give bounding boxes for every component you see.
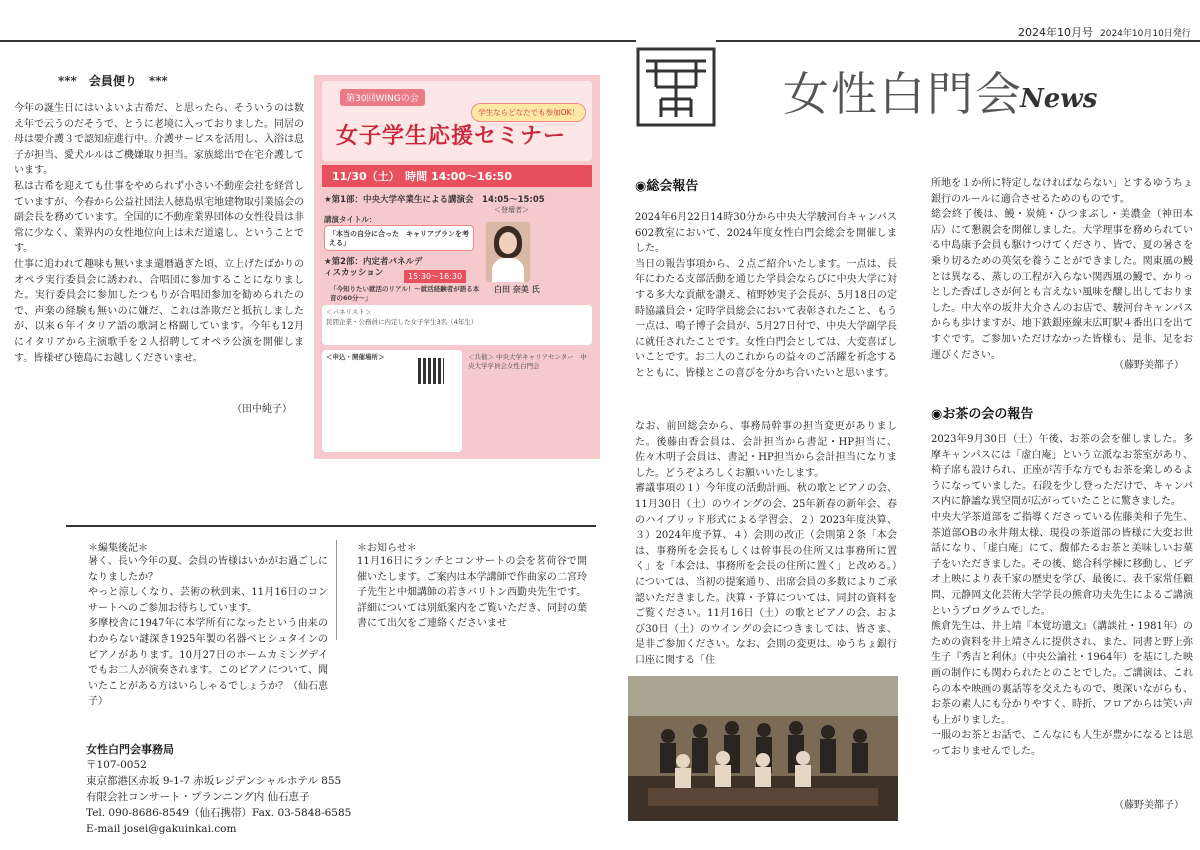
general-meeting-author: （藤野美都子） (1114, 360, 1184, 371)
member-news-author: （田中純子） (232, 404, 292, 415)
column-divider (336, 540, 337, 640)
notice-body: 11月16日にランチとコンサートの会を茗荷谷で開催いたします。ご案内は本学講師で作曲家の二宮玲子先生と中畑講師の若きバリトン西勤央先生です。 詳細については別紙案内をご覧いただき、同封の葉書にて出欠をご連絡くださいませ (357, 556, 587, 630)
office-tel: Tel. 090-8686-8549（仙石携帯）Fax. 03-5848-6585 (86, 807, 352, 819)
flyer-part2-time: 15:30～16:30 (404, 270, 466, 283)
tea-party-author: （藤野美都子） (1114, 800, 1184, 811)
tea-party-heading: ◉お茶の会の報告 (931, 407, 1034, 422)
office-postal: 〒107-0052 (86, 759, 147, 771)
editor-note-heading: ＊編集後記＊ (88, 543, 148, 554)
general-meeting-body3: 所地を１か所に特定しなければならない」とするゆうちょ銀行のルールに適合させるためのものです。 総会終了後は、鰻・炭焼・ひつまぶし・美濃金（神田本店）にて懇親会を開催しました。大学理事を務められている中島康予会員も駆けつけてくださり、皆で、夏の暑さを乗り切るための英気を養うことができました。関東風の鰻とは異なる、蒸しの工程が入らない関西風の鰻で、かりっとした香ばしさが何とも言えない風味を醸し出しておりました。中大卒の坂井大介さんのお店で、駿河台キャンパスからも歩けますが、地下鉄銀座線末広町駅４番出口を出てすぐです。ご参加いただけなかった皆様も、是非、足をお運びください。 (931, 178, 1193, 361)
editor-note-body: 暑く、長い今年の夏、会員の皆様はいかがお過ごしになりましたか？ やっと涼しくなり、芸術の秋到来、11月16日のコンサートへのご参加お待ちしています。 多摩校舎に1947年に本学所有になったという由来のわからない謎深き1925年製の名器ベヒシュタインのピアノがあります。10月27日のホームカミングデイでもお二人が演奏されます。このピアノについて、聞いたことがある方はいらしゃるでしょうか？（仙石恵子） (88, 556, 328, 708)
notice-heading: ＊お知らせ＊ (357, 543, 417, 554)
seminar-flyer (314, 75, 600, 459)
flyer-organizer: ＜共催＞ 中央大学キャリアセンター 中央大学学員会女性白門会 (468, 353, 587, 370)
flyer-speaker-label: ＜登壇者＞ (494, 206, 529, 214)
office-email[interactable]: E-mail josei@gakuinkai.com (86, 823, 237, 835)
qr-code-icon (418, 358, 444, 384)
member-news-heading: *** 会員便り *** (58, 74, 168, 88)
flyer-header (322, 81, 592, 161)
flyer-register: ＜申込・開催場所＞ (326, 353, 385, 361)
masthead-news: News (1020, 84, 1098, 114)
office-address: 東京都港区赤坂 9-1-7 赤坂レジデンシャルホテル 855 (86, 775, 342, 787)
flyer-panel-text: 民間企業・公務員に内定した女子学生3名（4年生） (326, 318, 478, 326)
flyer-lecture-box (324, 225, 474, 251)
flyer-speaker-name: 白田 奈美 氏 (494, 285, 540, 294)
group-photo (628, 676, 898, 821)
flyer-panel-box (322, 305, 592, 345)
office-name: 女性白門会事務局 (86, 743, 174, 756)
tea-party-body: 2023年9月30日（土）午後、お茶の会を催しました。多摩キャンパスには「虚白庵」という立派なお茶室があり、椅子席も設けられ、正座が苦手な方でもお茶を楽しめるようになっていました。石段を少し登っただけで、キャンパス内に静謐な異空間が広がっていたことに驚きました。 中央大学茶道部をご指導くださっている佐藤美和子先生、茶道部OBの永井翔太様、現役の茶道部の皆様に大変お世話になり、「虚白庵」にて、馥郁たるお茶と美味しいお菓子をいただきました。その後、総合科学棟に移動し、ビデオ上映により表千家の歴史を学び、最後に、表千家常任顧問、元静岡文化芸術大学学長の熊倉功夫先生によるご講演というプログラムでした。 熊倉先生は、井上靖『本覚坊遺文』（講談社・1981年）のための資料を井上靖さんに提供され、また、同書と野上弥生子『秀吉と利休』（中央公論社・1964年）を基にした映画の制作にも関わられたとのことでした。ご講演は、これらの本や映画の裏話等を交えたもので、奥深いながらも、お茶の素人にも分かりやすく、時折、フロアからは笑い声も上がりました。 一服のお茶とお話で、こんなにも人生が豊かになるとは思っておりませんでした。 (931, 434, 1193, 757)
flyer-title: 女子学生応援セミナー (336, 124, 567, 149)
flyer-part2: ★第2部：内定者パネルディスカッション (324, 257, 423, 278)
flyer-pill: 学生ならどなたでも参加OK！ (471, 103, 586, 122)
general-meeting-heading: ◉総会報告 (635, 179, 699, 194)
top-rule (0, 40, 636, 42)
flyer-part1: ★第1部：中央大学卒業生による講演会 14:05～15:05 (324, 195, 545, 205)
general-meeting-body2: なお、前回総会から、事務局幹事の担当変更がありました。後藤由香会員は、会計担当から書記・HP担当に、佐々木明子会員は、書記・HP担当から会計担当になりました。どうぞよろしくお願いいたします。 審議事項の１）今年度の活動計画、秋の歌とピアノの会、11月30日（土）のウイングの会、25年新春の新年会、春のハイブリッド形式による学習会、２）2023年度決算、３）2024年度予算、４）会則の改正（会則第２条「本会は、事務所を会長もしくは幹事長の住所又は事務所に置く」を「本会は、事務所を会長の住所に置く」と改める。）については、当初の提案通り、出席会員の多数によりご承認いただきました。決算・予算については、同封の資料をご覧ください。11月16日（土）の歌とピアノの会、および30日（土）のウイングの会につきましては、皆さま、是非ご参加ください。なお、会則の変更は、ゆうちょ銀行口座に関する「住 (635, 421, 897, 666)
top-rule-right (716, 40, 1200, 42)
masthead-title: 女性白門会 (783, 67, 1023, 121)
issue-date: 2024年10月10日発行 (1100, 29, 1191, 39)
flyer-lecture-label: 講演タイトル： (324, 215, 377, 224)
flyer-date: 11/30（土） 時間 14:00～16:50 (322, 165, 592, 187)
flyer-panel-list: ＜パネリスト＞ (326, 308, 372, 316)
flyer-edition: 第30回WINGの会 (340, 89, 425, 106)
flyer-part2-sub: 「今知りたい就活のリアル！～就活経験者が語る本音の60分～」 (330, 285, 480, 302)
flyer-lecture-title: 「本当の自分に合った キャリアプランを考える」 (329, 230, 469, 247)
office-company: 有限会社コンサート・プランニング内 仙石恵子 (86, 791, 310, 803)
issue-label: 2024年10月号 (1018, 26, 1093, 39)
mid-rule (66, 525, 596, 527)
speaker-photo (486, 222, 530, 282)
logo-icon (636, 47, 716, 127)
member-news-body: 今年の誕生日にはいよいよ古希だ、と思ったら、そういうのは数え年で云うのだそうで、とうに老境に入っておりました。同居の母は要介護３で認知症進行中。介護サービスを活用し、入浴は息子が担当、愛犬ルルはご機嫌取り担当。家族総出で在宅介護しています。 私は古希を迎えても仕事をやめられず小さい不動産会社を経営していますが、今春から公益社団法人徳島県宅地建物取引業協会の副会長を務めています。全国的に不動産業界団体の女性役員は非常に少なく、業界内の女性地位向上は未だ道遠し、ということです。 仕事に追われて趣味も無いまま還暦過ぎた頃、立上げたばかりのオペラ実行委員会に誘われ、合唱団に参加することになりました。実行委員会に参加したつもりが合唱団参加を勧められたので、声楽の経験も無いのに嫌だ、これは詐欺だと抵抗しましたが、以来６年イタリア語の歌詞と格闘しています。今年も12月にイタリアから主演歌手を２人招聘してオペラ公演を開催します。皆様ぜひ徳島にお越しくださいませ。 (14, 103, 304, 364)
general-meeting-body1: 2024年6月22日14時30分から中央大学駿河台キャンパス602教室において、2024年度女性白門会総会を開催しました。 当日の報告事項から、２点ご紹介いたします。一点は、長年にわたる支部活動を通じた学員会ならびに中央大学に対する多大な貢献を讃え、植野妙実子会長が、5月18日の定時協議員会・定時学員総会において表彰されたこと、もう一点は、鳴子博子会員が、5月27日付で、中央大学副学長に就任されたことです。女性白門会としては、大変喜ばしいことです。お二人のこれからの益々のご活躍を祈念するとともに、皆様とこの喜びを分かち合いたいと思います。 (635, 212, 897, 379)
